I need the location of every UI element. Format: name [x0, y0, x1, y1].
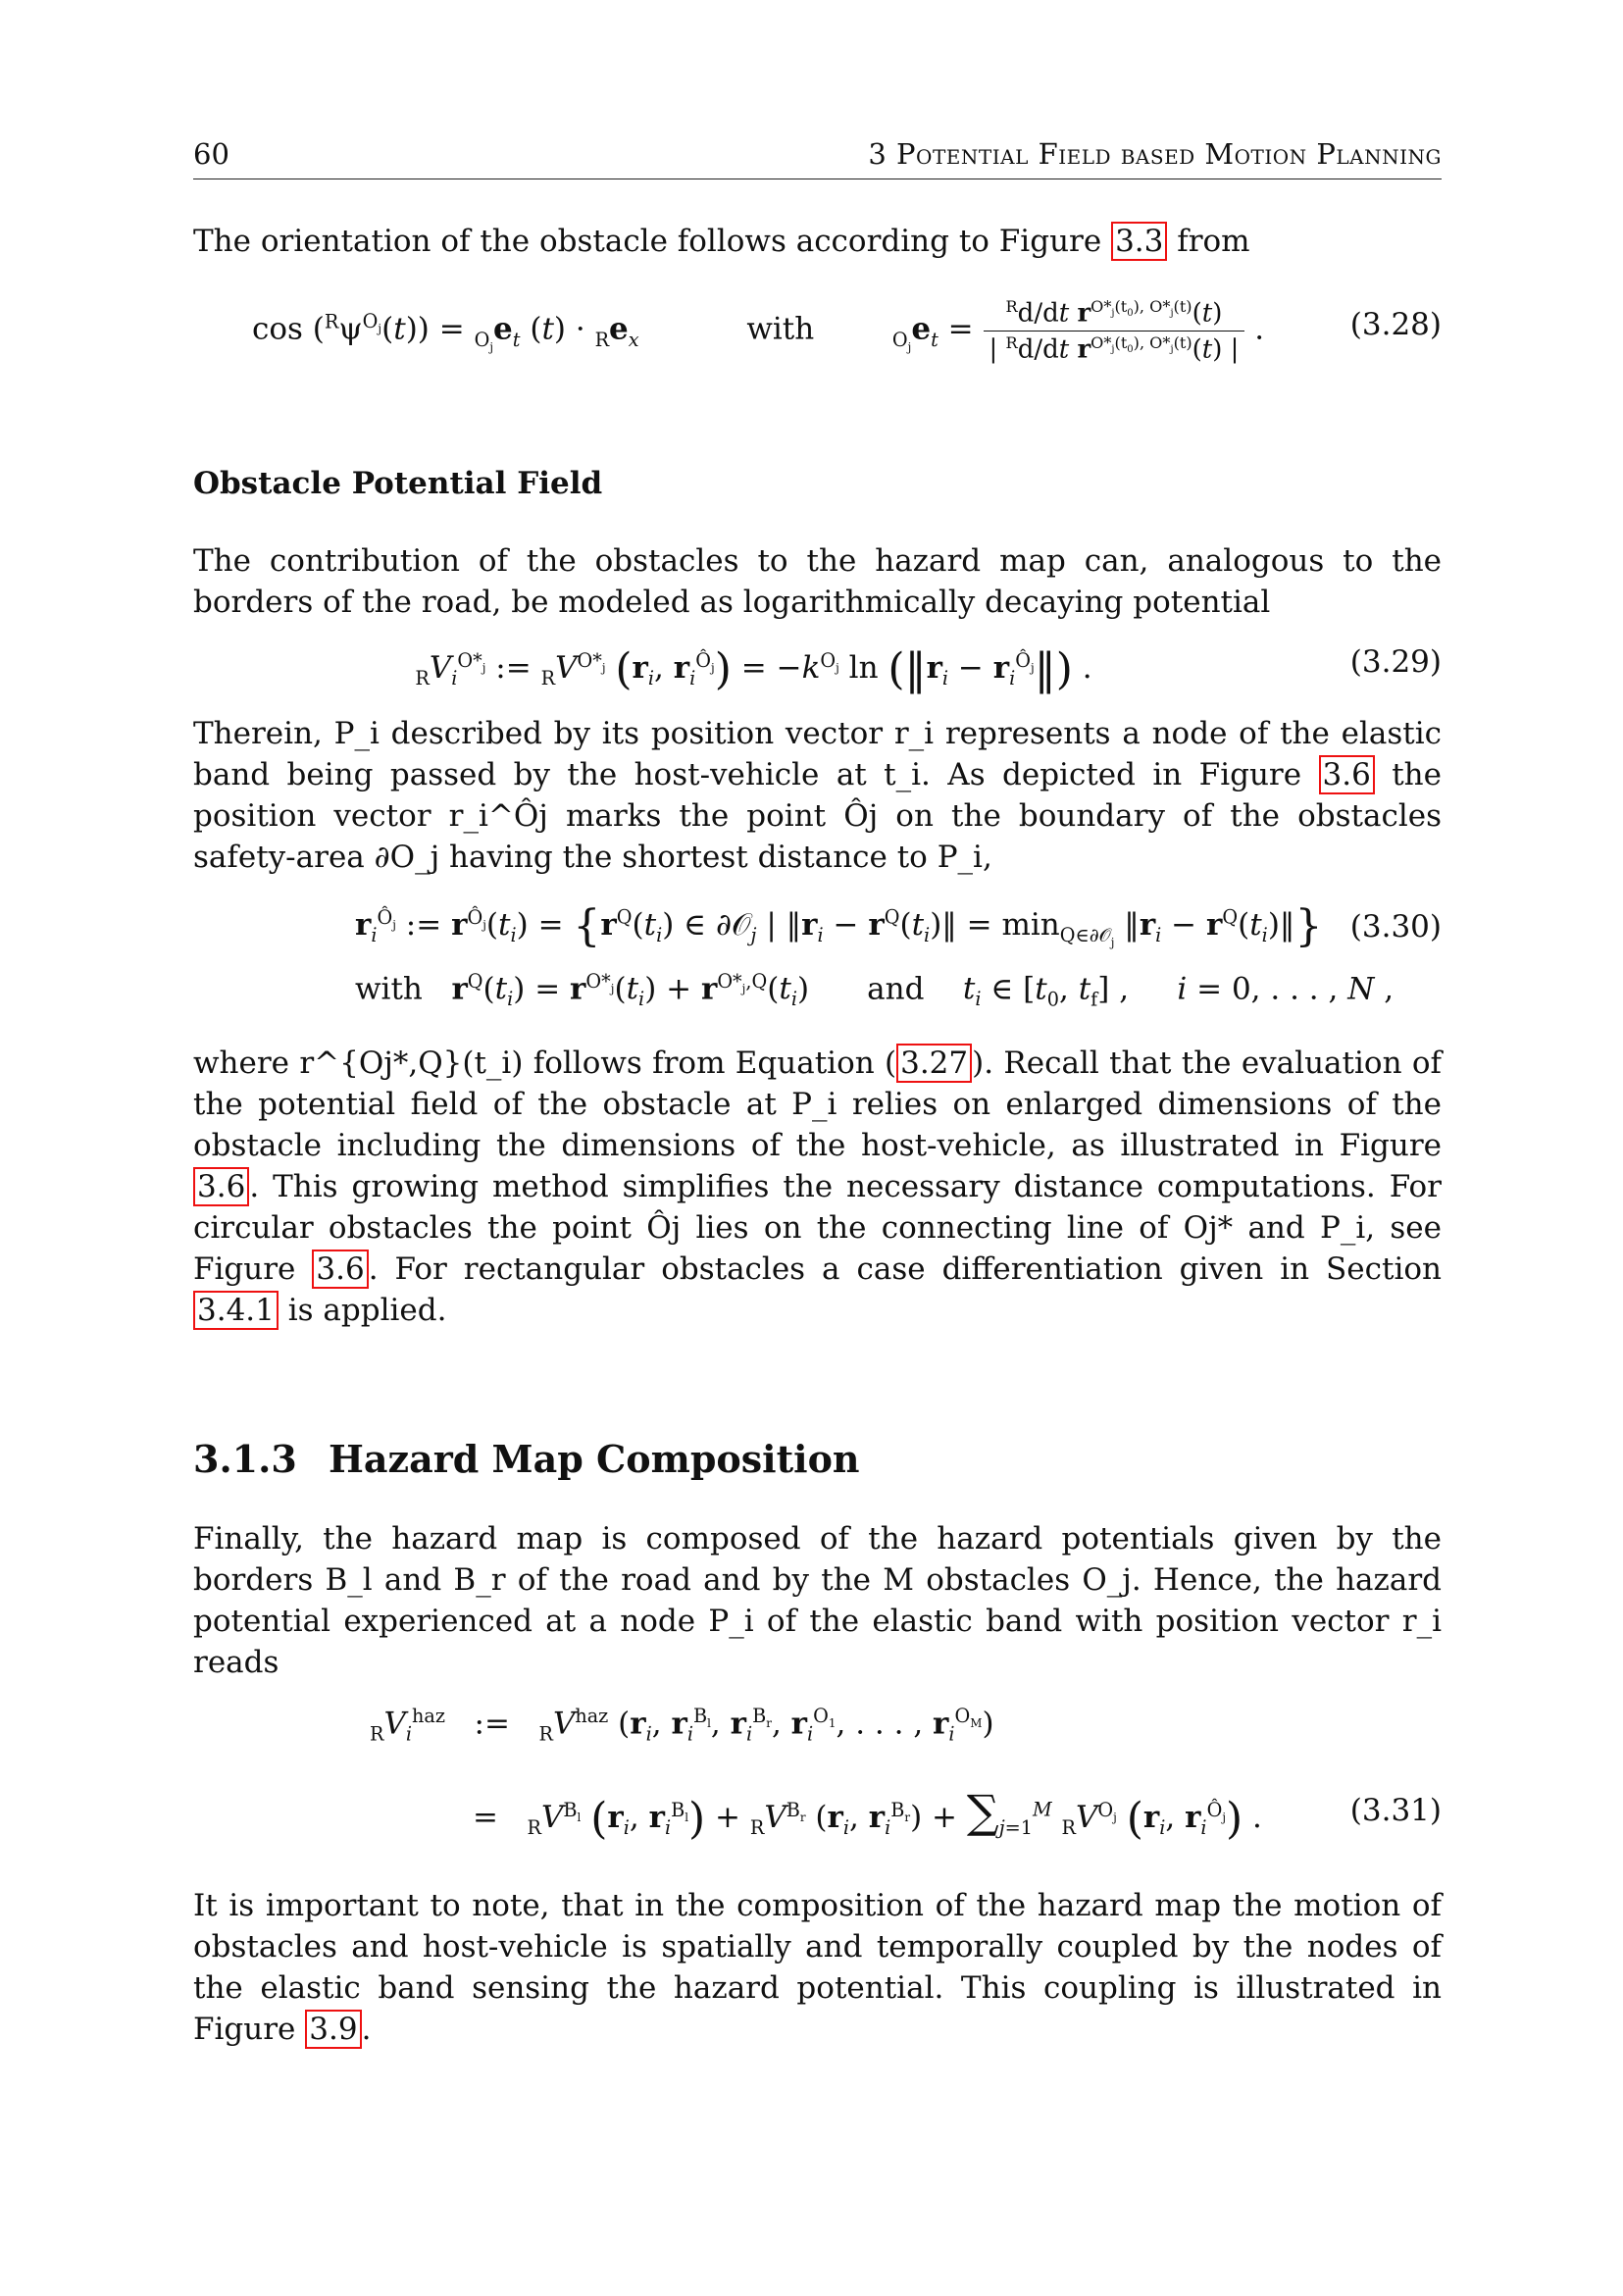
running-head: 3 Potential Field based Motion Planning: [868, 137, 1442, 171]
text: from: [1167, 224, 1250, 259]
section-heading: [193, 1437, 1442, 1481]
fraction-denominator: | $^R$d/dt $r^{O*_j(t_0), O*_j(t)}(t)$ |: [989, 332, 1240, 365]
page-number: 60: [193, 137, 229, 171]
section-title: Hazard Map Composition: [329, 1437, 860, 1481]
paragraph-therein: [193, 713, 1442, 878]
figure-link[interactable]: 3.6: [312, 1250, 368, 1289]
equation-line-2: = $_RV^{B_l}$ ($r_i$, $r_i^{B_l}) + _RV^{B_r}$ ($r_i$, $r_i^{B_r}) + \sum_{j=1}^M$ $_RV^{O_j}$ ($r_i$, $r_i^{Ô_j}$) .: [473, 1785, 1262, 1844]
paragraph-important: [193, 1885, 1442, 2050]
equation-number: (3.30): [1349, 909, 1442, 944]
fraction: [984, 297, 1245, 364]
figure-link[interactable]: 3.9: [305, 2010, 361, 2049]
equation-number: (3.31): [1349, 1793, 1442, 1828]
equation-number: (3.29): [1349, 644, 1442, 680]
text: . For rectangular obstacles a case differentiation given in Section: [368, 1251, 1442, 1287]
paragraph-finally: Finally, the hazard map is composed of the hazard potentials given by the borders B_l and B_r of the road and by the M obstacles O_j. Hence, the hazard potential experienced at a node P_i of the elastic band with position vector r_i reads: [193, 1521, 1442, 1680]
equation-body: $\cos (^R\psi^{O_j}(t)) = _{O_j}e_t$ $(t) \cdot _Re_x$ with $_{O_j}e_t$ = $\frac{^Rd/dt r^{O*_j(t_0), O*_j(t)}(t)}{| ^Rd/dt r^{O*_j(t_0), O*_j(t)}(t) |}$ .: [252, 297, 1265, 365]
text: ). Recall that the evaluation of the potential field of the obstacle at P_i relies on enlarged dimensions of the obstacle including the dimensions of the host-vehicle, as illustrated in Figure: [193, 1046, 1442, 1163]
figure-link[interactable]: 3.6: [1319, 755, 1375, 794]
equation-line-2: with $r^Q(t_i) = r^{O*_j}(t_i) + r^{O*_j,Q}(t_i)$ and $t_i$ ∈ [$t_0$, $t_f$] , i = 0, . . . , N ,: [355, 970, 1395, 1011]
paragraph-orientation: [193, 221, 1442, 262]
equation-body: $_RV_i^{O*_j}$ := $_RV^{O*_j}$ ($r_i$, $r_i^{Ô_j}) = -k^{O_j}$ $\ln (‖r_i$ − $r_i^{Ô_j}‖$) .: [415, 644, 1092, 694]
text: It is important to note, that in the composition of the hazard map the motion of obstacles and host-vehicle is spatially and temporally coupled by the nodes of the elastic band sensing the hazard potential. This coupling is illustrated in Figure: [193, 1888, 1442, 2047]
text: The orientation of the obstacle follows according to Figure: [193, 224, 1112, 259]
equation-line-1: $r_i^{Ô_j}$ := $r^{Ô_j}(t_i) = \{r^Q(t_i)$ ∈ ∂𝒪$_j$ | $‖r_i$ − $r^Q(t_i)‖ = \min_{Q\in\partial 𝒪_j}$ $‖r_i$ − $r^Q(t_i)‖$}: [355, 901, 1323, 951]
paragraph-where: [193, 1043, 1442, 1331]
equation-3-31: [193, 1697, 1442, 1869]
equation-3-28: [193, 268, 1442, 395]
text: the position vector r_i^Ôj marks the point Ôj on the boundary of the obstacles safety-area ∂O_j having the shortest distance to P_i,: [193, 757, 1442, 875]
text: where r^{Oj*,Q}(t_i) follows from Equation (: [193, 1046, 897, 1081]
section-link[interactable]: 3.4.1: [193, 1291, 279, 1330]
text: . This growing method simplifies the necessary distance computations. For circular obstacles the point Ôj lies on the connecting line of Oj* and P_i, see Figure: [193, 1169, 1442, 1287]
paragraph-contribution: The contribution of the obstacles to the hazard map can, analogous to the borders of the road, be modeled as logarithmically decaying potential: [193, 543, 1442, 620]
equation-number: (3.28): [1349, 307, 1442, 342]
equation-link[interactable]: 3.27: [896, 1044, 972, 1083]
figure-link[interactable]: 3.6: [193, 1167, 249, 1206]
equation-3-30: [193, 895, 1442, 1023]
subheading: Obstacle Potential Field: [193, 466, 603, 501]
page: [193, 128, 1442, 2050]
text: Therein, P_i described by its position vector r_i represents a node of the elastic band being passed by the host-vehicle at t_i. As depicted in Figure: [193, 716, 1442, 792]
page-header: [193, 128, 1442, 179]
section-number: 3.1.3: [193, 1437, 297, 1481]
equation-line-1: $_RV_i^{haz}$ := $_RV^{haz}$ ($r_i$, $r_i^{B_l}$, $r_i^{B_r}$, $r_i^{O_1}$, . . . , $r_i^{O_M}$): [370, 1705, 994, 1746]
figure-link[interactable]: 3.3: [1111, 222, 1167, 261]
text: is applied.: [278, 1293, 447, 1328]
equation-with: with: [746, 311, 815, 347]
text: .: [361, 2012, 372, 2047]
fraction-numerator: $^R$d/dt $r^{O*_j(t_0), O*_j(t)}(t)$: [984, 297, 1245, 332]
equation-3-29: [193, 629, 1442, 705]
